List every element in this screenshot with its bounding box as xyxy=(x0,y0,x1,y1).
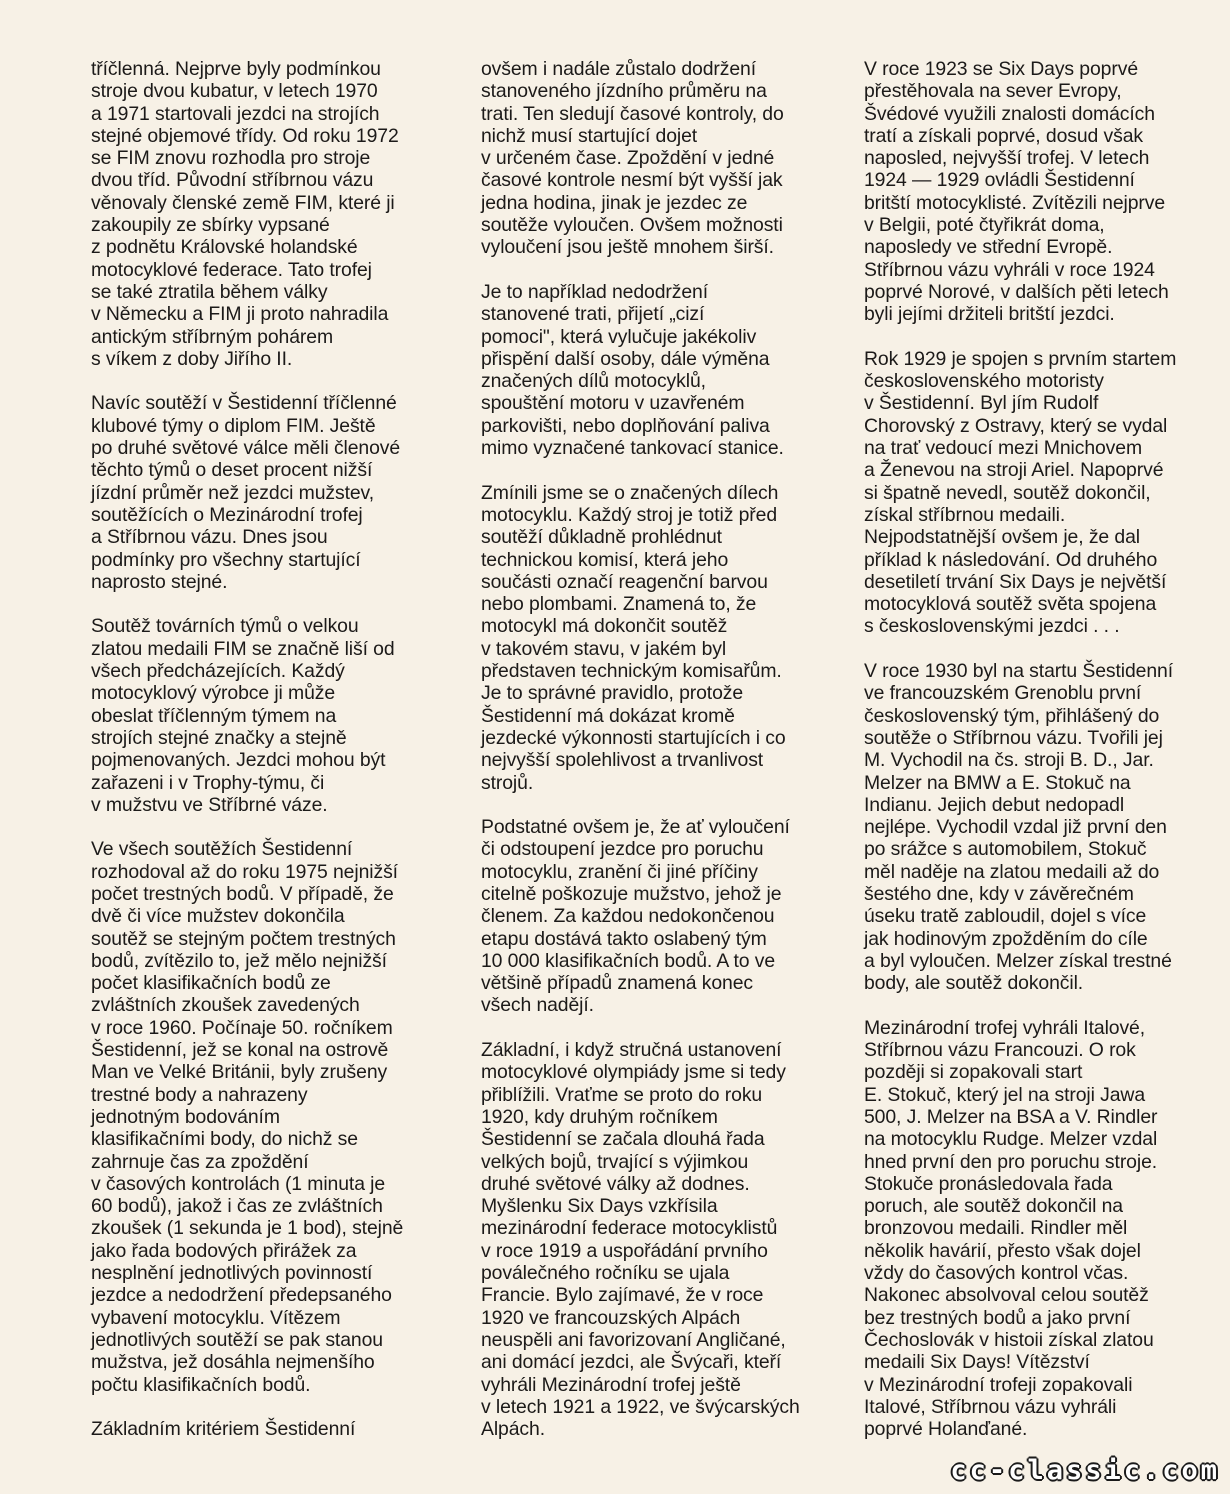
paragraph: Základním kritériem Šestidenní xyxy=(91,1418,356,1441)
paragraph: V roce 1930 byl na startu Šestidenní ve francouzském Grenoblu první československý tým, přihlášený do soutěže o Stříbrnou vázu. Tvořili jej M. Vychodil na čs. stroji B. D., Jar. Melzer na BMW a E. Stokuč na Indianu. Jejich debut nedopadl nejlépe. Vychodil vzdal již první den po srážce s automobilem, Stokuč měl naděje na zlatou medaili až do šestého dne, kdy v závěrečném úseku tratě zabloudil, dojel s více jak hodinovým zpožděním do cíle a byl vyloučen. Melzer získal trestné body, ale soutěž dokončil. xyxy=(864,660,1173,995)
text-column-2 xyxy=(481,58,851,1440)
paragraph: Soutěž továrních týmů o velkou zlatou medaili FIM se značně liší od všech předcházejících. Každý motocyklový výrobce ji může obeslat tříčlenným týmem na strojích stejné značky a stejně pojmenovaných. Jezdci mohou být zařazeni i v Trophy-týmu, či v mužstvu ve Stříbrné váze. xyxy=(91,615,395,816)
paragraph: Rok 1929 je spojen s prvním startem československého motoristy v Šestidenní. Byl jím Rudolf Chorovský z Ostravy, který se vydal na trať vedoucí mezi Mnichovem a Ženevou na stroji Ariel. Napoprvé si špatně nevedl, soutěž dokončil, získal stříbrnou medaili. Nejpodstatnější ovšem je, že dal příklad k následování. Od druhého desetiletí trvání Six Days je největší motocyklová soutěž světa spojena s československými jezdci . . . xyxy=(864,347,1177,638)
paragraph: Podstatné ovšem je, že ať vyloučení či odstoupení jezdce pro poruchu motocyklu, zranění či jiné příčiny citelně poškozuje mužstvo, jehož je členem. Za každou nedokončenou etapu dostává takto oslabený tým 10 000 klasifikačních bodů. A to ve většině případů znamená konec všech nadějí. xyxy=(481,816,790,1017)
paragraph: Je to například nedodržení stanovené trati, přijetí „cizí pomoci", která vylučuje jakékoliv přispění další osoby, dále výměna značených dílů motocyklů, spouštění motoru v uzavřeném parkovišti, nebo doplňování paliva mimo vyznačené tankovací stanice. xyxy=(481,280,784,460)
paragraph: Mezinárodní trofej vyhráli Italové, Stříbrnou vázu Francouzi. O rok později si zopakovali start E. Stokuč, který jel na stroji Jawa 500, J. Melzer na BSA a V. Rindler na motocyklu Rudge. Melzer vzdal hned první den pro poruchu stroje. Stokuče pronásledovala řada poruch, ale soutěž dokončil na bronzovou medaili. Rindler měl několik havárií, přesto však dojel vždy do časových kontrol včas. Nakonec absolvoval celou soutěž bez trestných bodů a jako první Čechoslovák v histoii získal zlatou medaili Six Days! Vítězství v Mezinárodní trofeji zopakovali Italové, Stříbrnou vázu vyhráli poprvé Holanďané. xyxy=(864,1016,1158,1441)
paragraph: ovšem i nadále zůstalo dodržení stanoveného jízdního průměru na trati. Ten sledují časové kontroly, do nichž musí startující dojet v určeném čase. Zpoždění v jedné časové kontrole nesmí být vyšší jak jedna hodina, jinak je jezdec ze soutěže vyloučen. Ovšem možnosti vyloučení jsou ještě mnohem širší. xyxy=(481,58,784,259)
paragraph: Základní, i když stručná ustanovení motocyklové olympiády jsme si tedy přiblížili. Vraťme se proto do roku 1920, kdy druhým ročníkem Šestidenní se začala dlouhá řada velkých bojů, trvající s výjimkou druhé světové války až dodnes. Myšlenku Six Days vzkřísila mezinárodní federace motocyklistů v roce 1919 a uspořádání prvního poválečného ročníku se ujala Francie. Bylo zajímavé, že v roce 1920 ve francouzských Alpách neuspěli ani favorizovaní Angličané, ani domácí jezdci, ale Švýcaři, kteří vyhráli Mezinárodní trofej ještě v letech 1921 a 1922, ve švýcarských Alpách. xyxy=(481,1039,800,1441)
site-watermark: cc-classic.com xyxy=(950,1455,1220,1486)
paragraph: Zmínili jsme se o značených dílech motocyklu. Každý stroj je totiž před soutěží důkladně prohlédnut technickou komisí, která jeho součásti označí reagenční barvou nebo plombami. Znamená to, že motocykl má dokončit soutěž v takovém stavu, v jakém byl představen technickým komisařům. Je to správné pravidlo, protože Šestidenní má dokázat kromě jezdecké výkonnosti startujících i co nejvyšší spolehlivost a trvanlivost strojů. xyxy=(481,481,786,794)
text-column-3 xyxy=(864,58,1226,1440)
paragraph: tříčlenná. Nejprve byly podmínkou stroje dvou kubatur, v letech 1970 a 1971 startovali jezdci na strojích stejné objemové třídy. Od roku 1972 se FIM znovu rozhodla pro stroje dvou tříd. Původní stříbrnou vázu věnovaly členské země FIM, které ji zakoupily ze sbírky vypsané z podnětu Královské holandské motocyklové federace. Tato trofej se také ztratila během války v Německu a FIM ji proto nahradila antickým stříbrným pohárem s víkem z doby Jiřího II. xyxy=(91,58,399,370)
paragraph: Navíc soutěží v Šestidenní tříčlenné klubové týmy o diplom FIM. Ještě po druhé světové válce měli členové těchto týmů o deset procent nižší jízdní průměr než jezdci mužstev, soutěžících o Mezinárodní trofej a Stříbrnou vázu. Dnes jsou podmínky pro všechny startující naprosto stejné. xyxy=(91,392,401,593)
text-column-1 xyxy=(91,58,461,1440)
paragraph: V roce 1923 se Six Days poprvé přestěhovala na sever Evropy, Švédové využili znalosti domácích tratí a získali poprvé, dosud však naposled, nejvyšší trofej. V letech 1924 — 1929 ovládli Šestidenní britští motocyklisté. Zvítězili nejprve v Belgii, poté čtyřikrát doma, naposledy ve střední Evropě. Stříbrnou vázu vyhráli v roce 1924 poprvé Norové, v dalších pěti letech byli jejími držiteli britští jezdci. xyxy=(864,58,1169,326)
paragraph: Ve všech soutěžích Šestidenní rozhodoval až do roku 1975 nejnižší počet trestných bodů. V případě, že dvě či více mužstev dokončila soutěž se stejným počtem trestných bodů, zvítězilo to, jež mělo nejnižší počet klasifikačních bodů ze zvláštních zkoušek zavedených v roce 1960. Počínaje 50. ročníkem Šestidenní, jež se konal na ostrově Man ve Velké Británii, byly zrušeny trestné body a nahrazeny jednotným bodováním klasifikačními body, do nichž se zahrnuje čas za zpoždění v časových kontrolách (1 minuta je 60 bodů), jakož i čas ze zvláštních zkoušek (1 sekunda je 1 bod), stejně jako řada bodových přirážek za nesplnění jednotlivých povinností jezdce a nedodržení předepsaného vybavení motocyklu. Vítězem jednotlivých soutěží se pak stanou mužstva, jež dosáhla nejmenšího počtu klasifikačních bodů. xyxy=(91,838,404,1396)
